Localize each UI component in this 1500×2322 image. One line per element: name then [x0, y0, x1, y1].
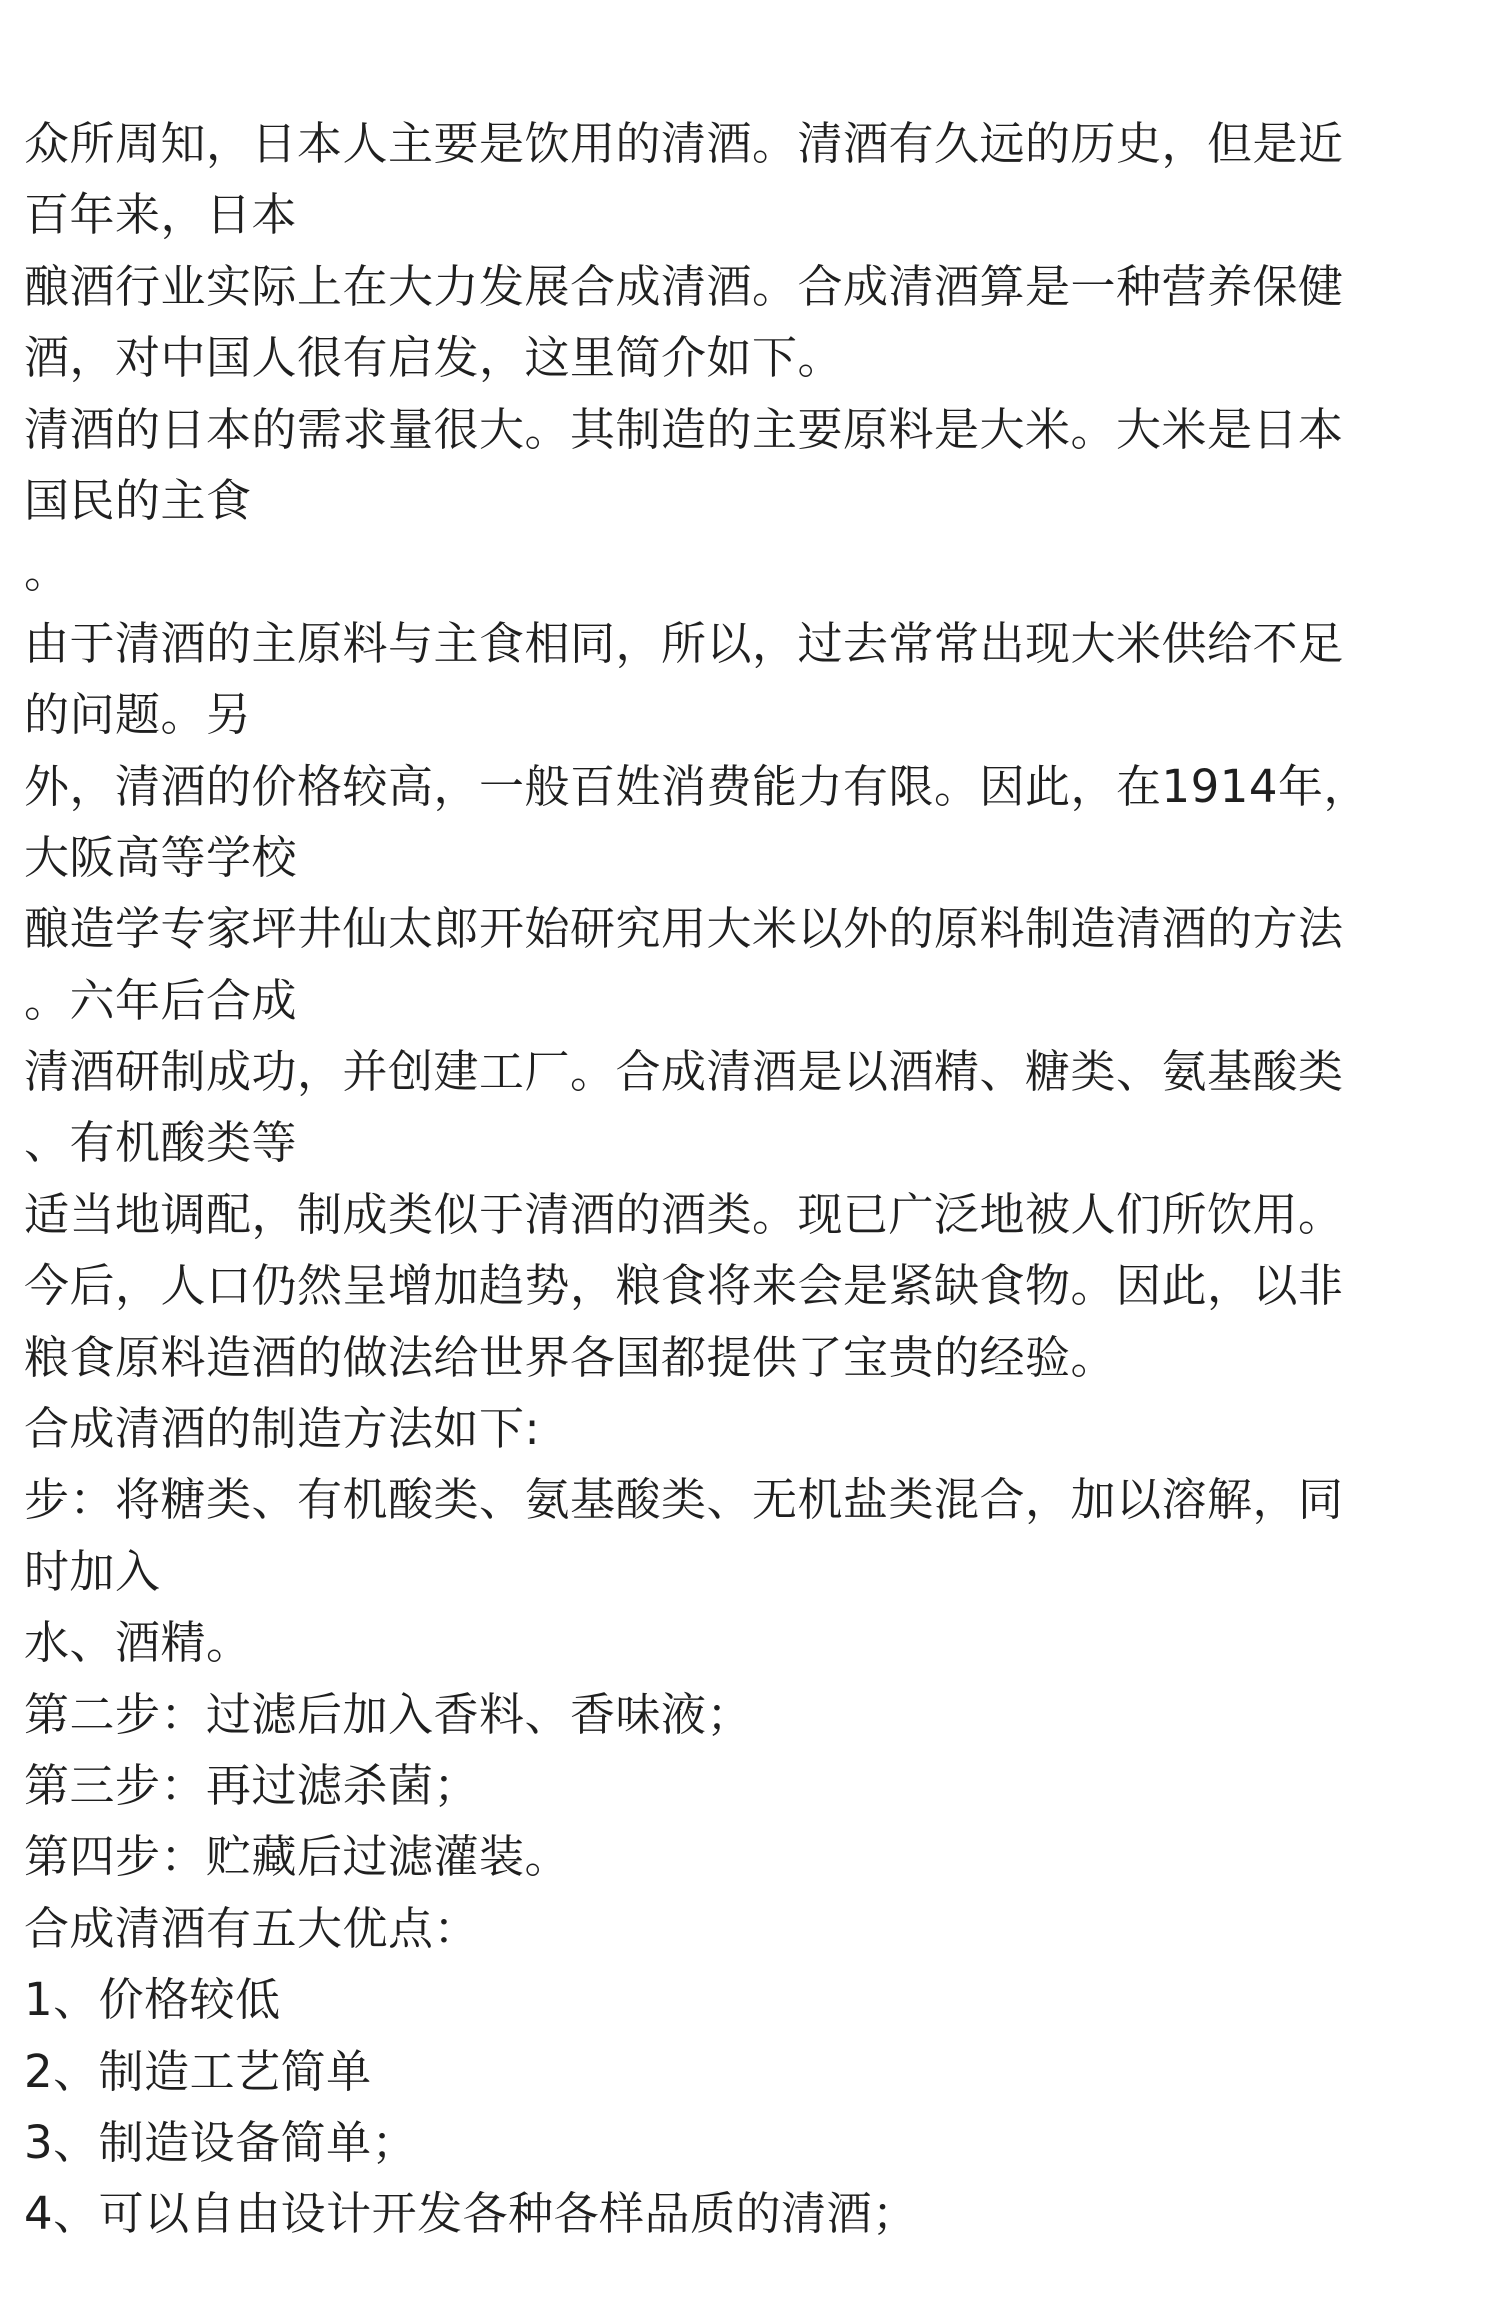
text-line: 步：将糖类、有机酸类、氨基酸类、无机盐类混合，加以溶解，同 — [24, 1473, 1344, 1527]
text-line: 由于清酒的主原料与主食相同，所以，过去常常出现大米供给不足 — [24, 616, 1344, 670]
text-line: 酿酒行业实际上在大力发展合成清酒。合成清酒算是一种营养保健 — [24, 259, 1344, 313]
text-line: 1、价格较低 — [24, 1973, 281, 2027]
text-line: 清酒的日本的需求量很大。其制造的主要原料是大米。大米是日本 — [24, 402, 1344, 456]
text-line: 众所周知，日本人主要是饮用的清酒。清酒有久远的历史，但是近 — [24, 117, 1344, 170]
text-line: 第四步：贮藏后过滤灌装。 — [24, 1830, 571, 1884]
text-line: 。 — [24, 545, 70, 599]
text-line: 2、制造工艺简单 — [24, 2044, 372, 2098]
text-line: 3、制造设备简单； — [24, 2115, 418, 2169]
text-line: 粮食原料造酒的做法给世界各国都提供了宝贵的经验。 — [24, 1330, 1117, 1384]
text-line: 清酒研制成功，并创建工厂。合成清酒是以酒精、糖类、氨基酸类 — [24, 1045, 1344, 1099]
text-line: 适当地调配，制成类似于清酒的酒类。现已广泛地被人们所饮用。 — [24, 1187, 1344, 1241]
text-line: 水、酒精。 — [24, 1616, 252, 1670]
text-line: 外，清酒的价格较高，一般百姓消费能力有限。因此，在1914年， — [24, 759, 1370, 813]
text-line: 酒，对中国人很有启发，这里简介如下。 — [24, 331, 844, 385]
text-line: 国民的主食 — [24, 473, 252, 527]
text-line: 。六年后合成 — [24, 973, 298, 1027]
text-line: 、有机酸类等 — [24, 1116, 298, 1170]
document-body — [24, 108, 1464, 2250]
text-line: 时加入 — [24, 1544, 161, 1598]
text-line: 的问题。另 — [24, 688, 252, 742]
text-line: 4、可以自由设计开发各种各样品质的清酒； — [24, 2187, 918, 2241]
text-line: 第二步：过滤后加入香料、香味液； — [24, 1687, 753, 1741]
text-line: 大阪高等学校 — [24, 830, 298, 884]
text-line: 合成清酒的制造方法如下: — [24, 1402, 541, 1456]
text-line: 第三步：再过滤杀菌； — [24, 1758, 480, 1812]
text-line: 酿造学专家坪井仙太郎开始研究用大米以外的原料制造清酒的方法 — [24, 902, 1344, 956]
text-line: 合成清酒有五大优点： — [24, 1901, 480, 1955]
text-line: 百年来，日本 — [24, 188, 298, 242]
text-line: 今后，人口仍然呈增加趋势，粮食将来会是紧缺食物。因此，以非 — [24, 1259, 1344, 1313]
